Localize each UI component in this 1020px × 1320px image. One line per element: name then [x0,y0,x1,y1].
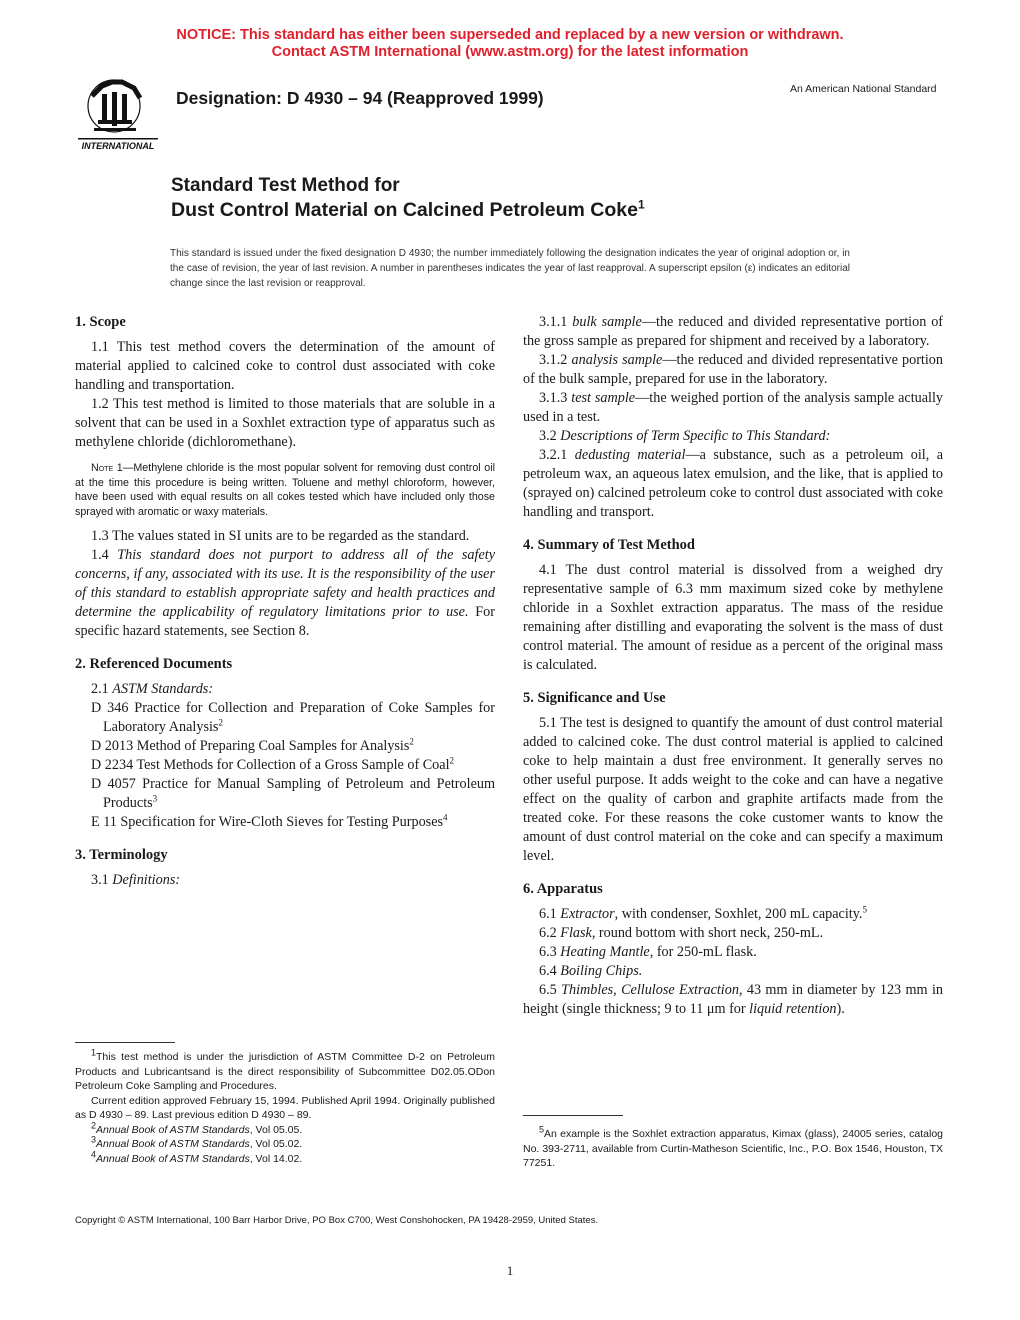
note-1: Note 1—Methylene chloride is the most popular solvent for removing dust control oil at the time this procedure is being written. Toluene and methyl chloroform, however, have been used with equal results on all cokes tested which have included only those sprayed with aromatic or waxy materials. [75,462,495,518]
section-heading-significance: 5. Significance and Use [523,690,666,706]
ref-item: E 11 Specification for Wire-Cloth Sieves for Testing Purposes$^4$ [91,812,448,830]
para-3-1-3: 3.1.3 test sample—the weighed portion of the analysis sample actually used in a test. [523,390,944,425]
astm-logo-icon [72,76,162,154]
ref-item: D 2013 Method of Preparing Coal Samples for Analysis$^2$ [91,736,414,754]
footnote-divider-left [75,1042,175,1043]
para-1-4: 1.4 This standard does not purport to address all of the safety concerns, if any, associated with its use. It is the responsibility of the user of this standard to establish appropriate safety and health practices and determine the applicability of regulatory limitations prior to use. For specific hazard statements, see Section 8. [75,547,495,639]
designation: Designation: D 4930 – 94 (Reapproved 1999) [176,88,544,108]
para-1-1: 1.1 This test method covers the determination of the amount of material applied to calcined coke to control dust associated with coke handling and transportation. [75,339,495,393]
para-6-4: 6.4 Boiling Chips. [539,963,643,979]
section-heading-apparatus: 6. Apparatus [523,881,603,897]
para-6-3: 6.3 Heating Mantle, for 250-mL flask. [539,944,757,960]
para-3-2-1: 3.2.1 dedusting material—a substance, such as a petroleum oil, a petroleum wax, an aqueous latex emulsion, and the like, that is applied to (sprayed on) calcined petroleum coke to control dust associated with coke handling and transport. [523,447,944,520]
footnote-3: $^3$Annual Book of ASTM Standards, Vol 05.02. [91,1134,303,1150]
footnote-5: $^5$An example is the Soxhlet extraction apparatus, Kimax (glass), 24005 series, catalog No. 393-2711, available from Curtin-Matheson Scientific, Inc., P.O. Box 1546, Houston, TX 77251. [523,1124,943,1169]
para-3-1-2: 3.1.2 analysis sample—the reduced and divided representative portion of the bulk sample, prepared for use in the laboratory. [523,352,943,387]
para-4-1: 4.1 The dust control material is dissolved from a weighed dry representative sample of 6.3 mm maximum sized coke by methylene chloride in a Soxhlet extraction apparatus. The mass of the residue remaining after distilling and evaporating the solvent is the mass of dust control material. The amount of residue as a percent of the original mass is calculated. [523,562,943,673]
para-6-2: 6.2 Flask, round bottom with short neck, 250-mL. [539,925,824,941]
para-3-2: 3.2 Descriptions of Term Specific to This Standard: [539,428,831,444]
footnotes-right [523,1124,943,1171]
svg-text:INTERNATIONAL: INTERNATIONAL [81,141,155,151]
para-2-1: 2.1 ASTM Standards: [91,681,214,697]
superseded-notice [0,27,1020,61]
section-heading-referenced: 2. Referenced Documents [75,656,233,672]
footnotes-left [75,1047,495,1166]
page-number: 1 [506,1263,514,1278]
ref-item: D 4057 Practice for Manual Sampling of Petroleum and Petroleum Products$^3$ [91,776,495,811]
ref-item: D 346 Practice for Collection and Preparation of Coke Samples for Laboratory Analysis$^2$ [91,700,495,735]
intro-paragraph: This standard is issued under the fixed designation D 4930; the number immediately following the designation indicates the year of original adoption or, in the case of revision, the year of last revision. A number in parentheses indicates the year of last reapproval. A superscript epsilon (ε) indicates an editorial change since the last revision or reapproval. [170,248,850,289]
american-national-standard: An American National Standard [790,83,937,95]
para-3-1: 3.1 Definitions: [91,872,181,888]
title-line-1: Standard Test Method for [171,175,400,196]
para-1-3: 1.3 The values stated in SI units are to be regarded as the standard. [91,528,470,544]
title-line-2: Dust Control Material on Calcined Petroleum Coke$^1$ [171,197,645,221]
astm-logo [72,76,162,154]
section-heading-terminology: 3. Terminology [75,847,168,863]
para-1-2: 1.2 This test method is limited to those materials that are soluble in a solvent that can be used in a Soxhlet extraction type of apparatus such as methylene chloride (dichloromethane). [75,396,495,450]
para-6-5: 6.5 Thimbles, Cellulose Extraction, 43 mm in diameter by 123 mm in height (single thickness; 9 to 11 μm for liquid retention). [523,982,944,1017]
ref-item: D 2234 Test Methods for Collection of a Gross Sample of Coal$^2$ [91,755,455,773]
notice-line-1: NOTICE: This standard has either been superseded and replaced by a new version or withdrawn. [176,27,844,43]
right-column [523,313,943,1019]
section-heading-scope: 1. Scope [75,314,126,330]
left-column [75,313,495,890]
para-3-1-1: 3.1.1 bulk sample—the reduced and divided representative portion of the gross sample as prepared for shipment and received by a laboratory. [523,314,944,349]
footnote-4: $^4$Annual Book of ASTM Standards, Vol 14.02. [91,1149,303,1165]
footnote-1b: Current edition approved February 15, 1994. Published April 1994. Originally published as D 4930 – 89. Last previous edition D 4930 – 89. [75,1094,495,1121]
footnote-1: $^1$This test method is under the jurisdiction of ASTM Committee D-2 on Petroleum Products and Lubricantsand is the direct responsibility of Subcommittee D02.05.ODon Petroleum Coke Sampling and Procedures. [75,1047,495,1092]
section-heading-summary: 4. Summary of Test Method [523,537,695,553]
notice-line-2: Contact ASTM International (www.astm.org) for the latest information [271,44,749,60]
para-5-1: 5.1 The test is designed to quantify the amount of dust control material added to calcined coke. The dust control material is applied to calcined coke to help maintain a dust free environment. It generally serves no other useful purpose. It adds weight to the coke and can have a negative effect on the quality of carbon and graphite artifacts made from the treated coke. For these reasons the coke customer wants to know the amount of dust control material on the coke and can specify a maximum level. [523,715,943,864]
footnote-2: $^2$Annual Book of ASTM Standards, Vol 05.05. [91,1120,303,1136]
footnote-divider-right [523,1115,623,1116]
copyright: Copyright © ASTM International, 100 Barr Harbor Drive, PO Box C700, West Conshohocken, PA 19428-2959, United States. [75,1215,599,1226]
para-6-1: 6.1 Extractor, with condenser, Soxhlet, 200 mL capacity.$^5$ [539,904,867,922]
